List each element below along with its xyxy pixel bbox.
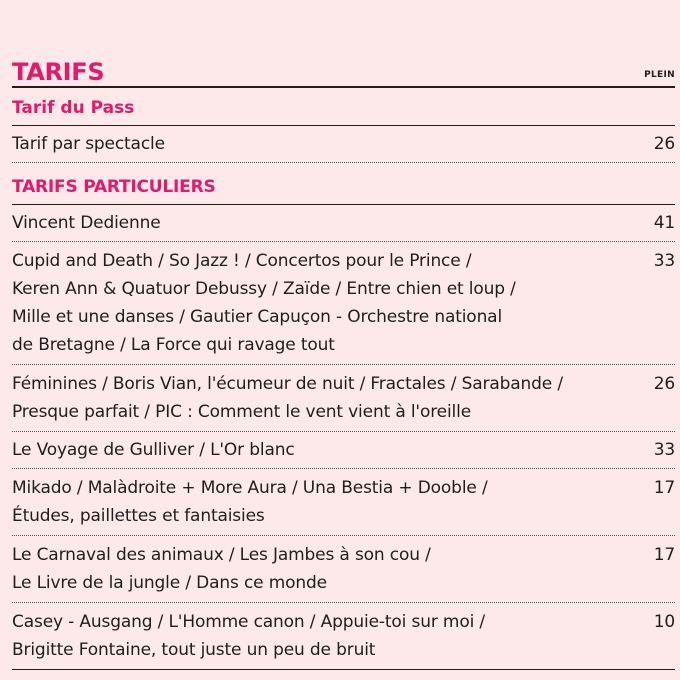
table-row — [12, 469, 675, 536]
row-price: 33 — [653, 251, 675, 271]
table-row — [12, 603, 675, 670]
row-label: Le Voyage de Gulliver / L'Or blanc — [12, 440, 295, 460]
row-price: 33 — [653, 440, 675, 460]
table-header — [12, 56, 675, 88]
row-label: Mikado / Malàdroite + More Aura / Una Bestia + Dooble / Études, paillettes et fantaisies — [12, 478, 488, 526]
tariff-table — [12, 56, 675, 670]
column-label-plein: PLEIN — [644, 70, 675, 80]
row-price: 26 — [653, 134, 675, 154]
row-price: 17 — [653, 478, 675, 498]
row-label: Vincent Dedienne — [12, 213, 161, 233]
section-title-particuliers: TARIFS PARTICULIERS — [12, 163, 675, 205]
row-label: Casey - Ausgang / L'Homme canon / Appuie-toi sur moi / Brigitte Fontaine, tout juste un peu de bruit — [12, 612, 485, 660]
table-row — [12, 205, 675, 242]
row-label: Le Carnaval des animaux / Les Jambes à son cou / Le Livre de la jungle / Dans ce monde — [12, 545, 431, 593]
page-title: TARIFS — [12, 58, 105, 86]
row-price: 41 — [653, 213, 675, 233]
table-row — [12, 365, 675, 432]
table-row — [12, 242, 675, 365]
table-row — [12, 536, 675, 603]
row-price: 26 — [653, 374, 675, 394]
row-label: Tarif par spectacle — [12, 134, 165, 154]
table-row — [12, 126, 675, 163]
row-label: Cupid and Death / So Jazz ! / Concertos pour le Prince / Keren Ann & Quatuor Debussy / Zaïde / Entre chien et loup / Mille et une danses / Gautier Capuçon - Orchestre national de Bretagne / La Force qui ravage tout — [12, 251, 516, 355]
table-row — [12, 432, 675, 469]
section-title-pass: Tarif du Pass — [12, 88, 675, 126]
row-price: 10 — [653, 612, 675, 632]
pass-rows — [12, 126, 675, 163]
particuliers-rows — [12, 205, 675, 670]
row-price: 17 — [653, 545, 675, 565]
row-label: Féminines / Boris Vian, l'écumeur de nuit / Fractales / Sarabande / Presque parfait / PIC : Comment le vent vient à l'oreille — [12, 374, 563, 422]
